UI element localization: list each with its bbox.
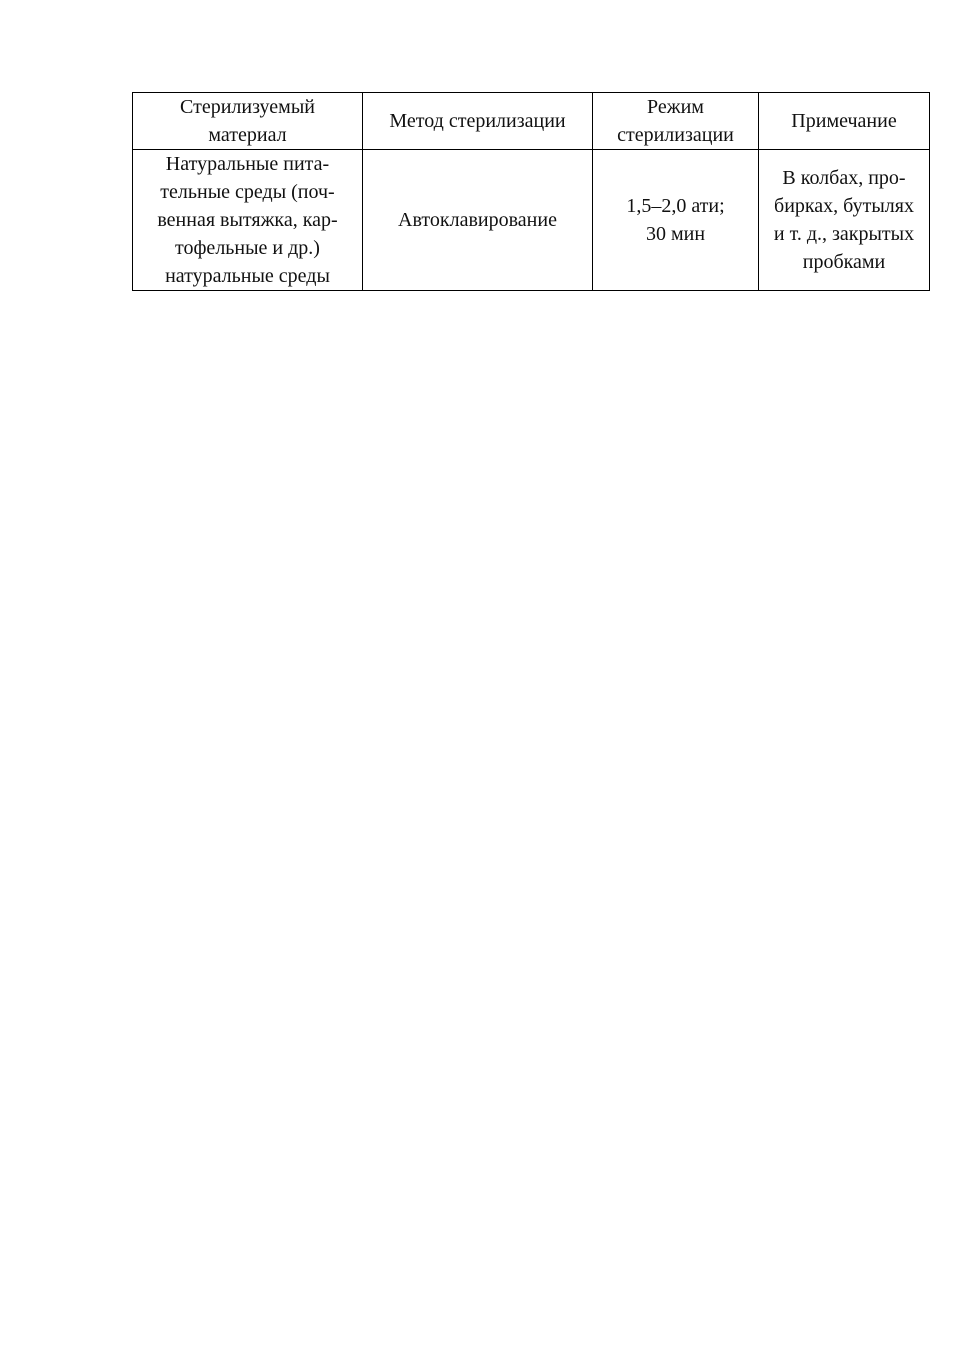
cell-material: Натуральные пита- тельные среды (поч- венная вытяжка, кар- тофельные и др.) натуральные среды [133,150,363,291]
cell-method: Автоклавирование [363,150,593,291]
cell-mode: 1,5–2,0 ати; 30 мин [593,150,759,291]
cell-note: В колбах, про- бирках, бутылях и т. д., закрытых пробками [759,150,930,291]
header-cell-mode: Режим стерилизации [593,93,759,150]
sterilization-table [132,92,930,291]
table-row [133,150,930,291]
header-cell-material: Стерилизуемый материал [133,93,363,150]
header-cell-method: Метод стерилизации [363,93,593,150]
header-cell-note: Примечание [759,93,930,150]
table-header-row [133,93,930,150]
